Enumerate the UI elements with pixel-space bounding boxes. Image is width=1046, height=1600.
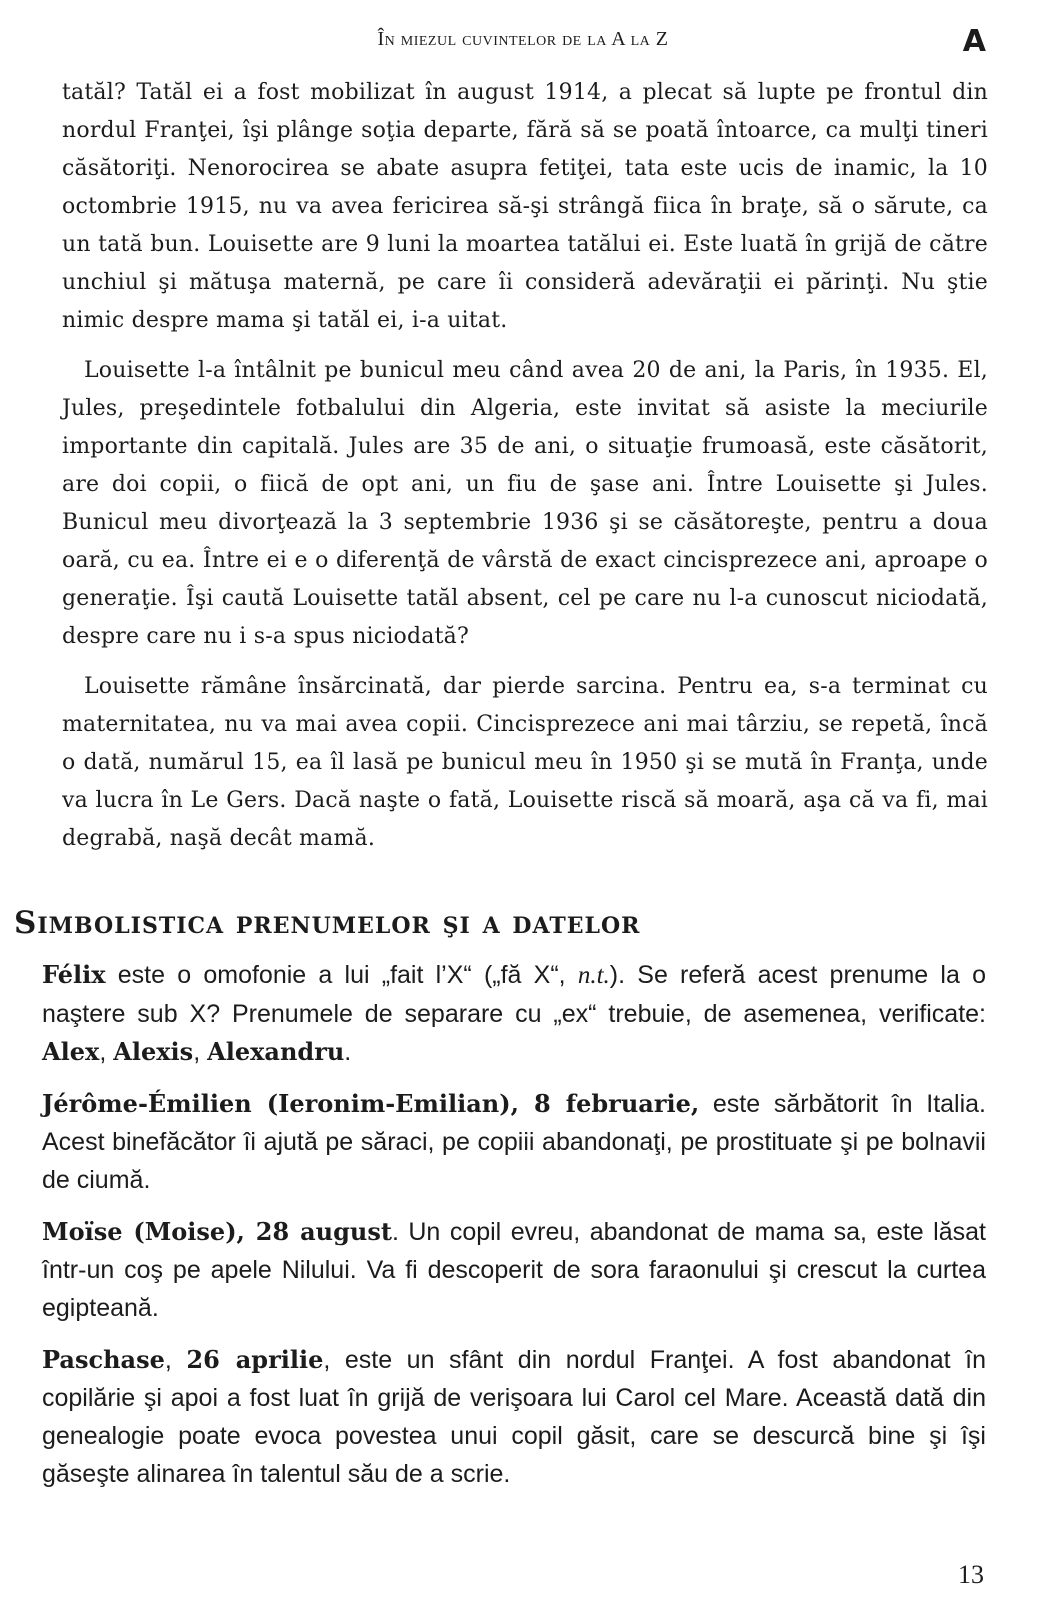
running-header — [0, 24, 1046, 58]
entry-felix — [42, 956, 986, 1071]
entry-moise — [42, 1213, 986, 1327]
entry-text: . Un copil evreu, abandonat de mama sa, este lăsat într-un coş pe apele Nilului. Va fi descoperit de sora faraonului şi crescut la curtea egipteană. — [42, 1218, 986, 1322]
entry-text: este sărbătorit în Italia. Acest binefăcător îi ajută pe săraci, pe copiii abandonaţi, pe prostituate şi pe bolnavii de ciumă. — [42, 1090, 986, 1194]
entry-text: este o omofonie a lui „fait l’X“ („fă X“, — [105, 961, 578, 989]
entry-text: , este un sfânt din nordul Franţei. A fost abandonat în copilărie şi apoi a fost luat în grijă de verişoara lui Carol cel Mare. Această dată din genealogie poate evoca povestea unui copil găsit, care se descurcă bine şi îşi găseşte alinarea în talentul său de a scrie. — [42, 1346, 986, 1488]
section-heading: Simbolistica prenumelor şi a datelor — [14, 905, 641, 941]
entry-separator: , — [164, 1346, 187, 1374]
story-paragraph: Louisette rămâne însărcinată, dar pierde sarcina. Pentru ea, s-a terminat cu maternitatea, nu va mai avea copii. Cincisprezece ani mai târziu, se repetă, încă o dată, numărul 15, ea îl lasă pe bunicul meu în 1950 şi se mută în Franţa, unde va lucra în Le Gers. Dacă naşte o fată, Louisette riscă să moară, aşa că va fi, mai degrabă, naşă decât mamă. — [62, 674, 988, 851]
entry-name: Alex — [42, 1037, 100, 1066]
entry-note: n.t. — [577, 962, 610, 989]
entry-name: Paschase — [42, 1345, 165, 1374]
entry-separator: , — [99, 1038, 114, 1066]
entry-name: Jérôme-Émilien (Ieronim-Emilian), 8 februarie, — [42, 1089, 700, 1118]
story-paragraph: Louisette l-a întâlnit pe bunicul meu când avea 20 de ani, la Paris, în 1935. El, Jules, preşedintele fotbalului din Algeria, este invitat să asiste la meciurile importante din capitală. Jules are 35 de ani, o situaţie frumoasă, este căsătorit, are doi copii, o fiică de opt ani, un fiu de şase ani. Între Louisette şi Jules. Bunicul meu divorţează la 3 septembrie 1936 şi se căsătoreşte, pentru a doua oară, cu ea. Între ei e o diferenţă de vârstă de exact cincisprezece ani, aproape o generaţie. Îşi caută Louisette tatăl absent, cel pe care nu l-a cunoscut niciodată, despre care nu i s-a spus niciodată? — [62, 358, 988, 649]
entry-name: Félix — [42, 960, 106, 989]
story-paragraph: tatăl? Tatăl ei a fost mobilizat în august 1914, a plecat să lupte pe frontul din nordul Franţei, îşi plânge soţia departe, fără să se poată întoarce, ca mulţi tineri căsătoriţi. Nenorocirea se abate asupra fetiţei, tata este ucis de inamic, la 10 octombrie 1915, nu va avea fericirea să-şi strângă fiica în braţe, să o sărute, ca un tată bun. Louisette are 9 luni la moartea tatălui ei. Este luată în grijă de către unchiul şi mătuşa maternă, pe care îi consideră adevăraţii ei părinţi. Nu ştie nimic despre mama şi tatăl ei, i-a uitat. — [62, 80, 988, 333]
section-letter: A — [962, 24, 986, 59]
page-number: 13 — [958, 1560, 984, 1589]
entry-text: ). Se referă acest prenume la o naştere sub X? Prenumele de separare cu „ex“ trebuie, de asemenea, verificate: — [42, 961, 986, 1028]
entry-name: Alexandru — [207, 1037, 345, 1066]
name-entries — [42, 956, 986, 1507]
entry-name: Moïse (Moise), 28 august — [42, 1217, 392, 1246]
entry-separator: , — [193, 1038, 208, 1066]
running-title: În miezul cuvintelor de la A la Z — [377, 28, 669, 50]
entry-name: Alexis — [113, 1037, 194, 1066]
entry-date: 26 aprilie — [186, 1345, 324, 1374]
entry-paschase — [42, 1341, 986, 1493]
entry-jerome — [42, 1085, 986, 1199]
story-text — [62, 74, 988, 870]
entry-text: . — [344, 1038, 352, 1066]
